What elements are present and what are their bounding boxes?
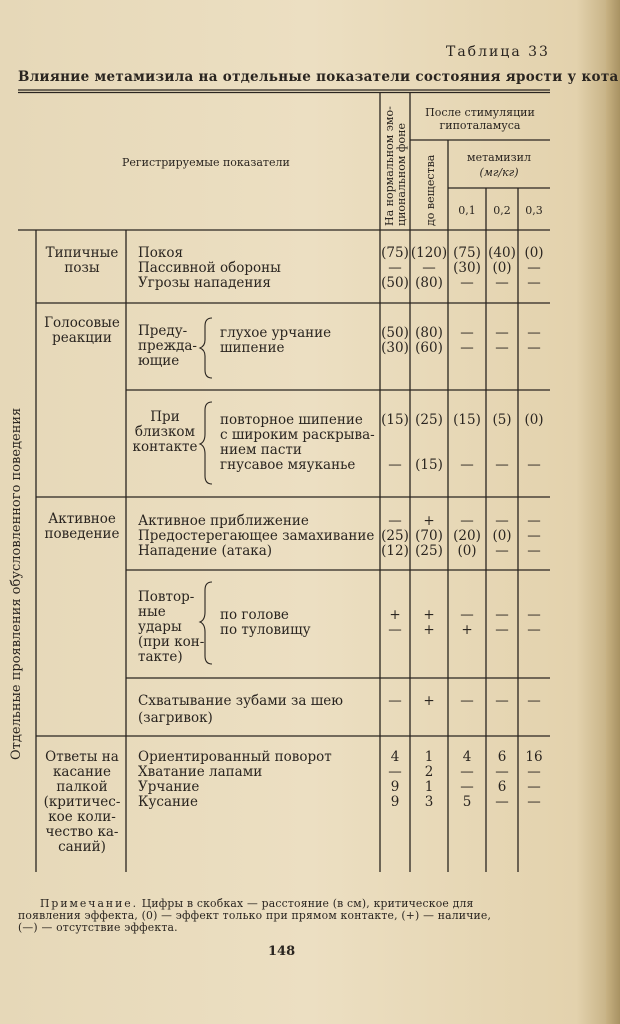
- header-dose-2: 0,2: [493, 204, 511, 217]
- g2a-col-dose2: — —: [495, 325, 509, 356]
- g2b-col-before: (25) (15): [415, 412, 443, 473]
- g1-col-dose3: (0) — —: [524, 245, 544, 291]
- header-before-substance: до вещества: [424, 154, 437, 226]
- g2a-col-dose1: — —: [460, 325, 474, 356]
- header-dose-1: 0,1: [458, 204, 476, 217]
- g1-col-dose2: (40) (0) —: [488, 245, 516, 291]
- g3s-col-before: + +: [423, 607, 435, 638]
- vocal-warning-items: глухое урчание шипение: [220, 325, 332, 356]
- g3s-col-dose3: — —: [527, 607, 541, 638]
- grab-col-normal: —: [388, 693, 402, 709]
- header-dose-3: 0,3: [525, 204, 543, 217]
- g3-col-before: + (70) (25): [415, 513, 443, 559]
- footnote-text-1: Цифры в скобках — расстояние (в см), критическое для: [138, 897, 474, 910]
- g2b-col-normal: (15) —: [381, 412, 409, 473]
- vocal-close-contact-label: При близком контакте: [132, 409, 198, 455]
- brace-1: [200, 318, 212, 378]
- g2a-col-before: (80) (60): [415, 325, 443, 356]
- header-normal-background: На нормальном эмо- циональном фоне: [383, 106, 408, 226]
- g3s-col-normal: + —: [388, 607, 402, 638]
- table-title: Влияние метамизила на отдельные показатели состояния ярости у кота: [18, 69, 619, 85]
- group-active-behavior: Активное поведение: [44, 511, 120, 542]
- g1-col-dose1: (75) (30) —: [453, 245, 481, 291]
- g4-col-normal: 4 — 9 9: [388, 749, 402, 810]
- footnote-label: Примечание.: [40, 897, 139, 910]
- typical-poses-items: Покоя Пассивной обороны Угрозы нападения: [138, 245, 281, 291]
- vocal-warning-label: Преду- прежда- ющие: [138, 323, 197, 369]
- g1-col-normal: (75) — (50): [381, 245, 409, 291]
- g1-col-before: (120) — (80): [410, 245, 448, 291]
- grab-col-dose1: —: [460, 693, 474, 709]
- group-touch-responses: Ответы на касание палкой (критичес- кое коли- чество ка- саний): [43, 749, 121, 855]
- group-vocal-reactions: Голосовые реакции: [44, 315, 120, 346]
- grab-by-neck-item: Схватывание зубами за шею (загривок): [138, 693, 343, 726]
- header-units: (мг/кг): [479, 166, 519, 179]
- g3-col-dose2: — (0) —: [492, 513, 512, 559]
- table-caption: Таблица 33: [446, 44, 550, 60]
- touch-responses-items: Ориентированный поворот Хватание лапами Урчание Кусание: [138, 749, 332, 810]
- g4-col-before: 1 2 1 3: [424, 749, 434, 810]
- g2a-col-dose3: — —: [527, 325, 541, 356]
- g4-col-dose3: 16 — — —: [525, 749, 543, 810]
- active-behavior-items: Активное приближение Предостерегающее замахивание Нападение (атака): [138, 513, 375, 559]
- g3-col-dose3: — — —: [527, 513, 541, 559]
- g3-col-normal: — (25) (12): [381, 513, 409, 559]
- header-indicators: Регистрируемые показатели: [122, 156, 290, 169]
- g4-col-dose2: 6 — 6 —: [495, 749, 509, 810]
- repeated-strikes-items: по голове по туловищу: [220, 607, 311, 638]
- grab-col-before: +: [423, 693, 435, 709]
- g2b-col-dose3: (0) —: [524, 412, 544, 473]
- side-label: Отдельные проявления обусловленного поведения: [9, 407, 24, 760]
- header-after-stimulation: После стимуляции гипоталамуса: [425, 106, 535, 132]
- g3-col-dose1: — (20) (0): [453, 513, 481, 559]
- group-typical-poses: Типичные позы: [45, 245, 119, 276]
- repeated-strikes-label: Повтор- ные удары (при кон- такте): [138, 589, 205, 665]
- grab-col-dose3: —: [527, 693, 541, 709]
- vocal-close-contact-items: повторное шипение с широким раскрыва- нием пасти гнусавое мяуканье: [220, 412, 375, 473]
- g3s-col-dose2: — —: [495, 607, 509, 638]
- g2b-col-dose1: (15) —: [453, 412, 481, 473]
- grab-col-dose2: —: [495, 693, 509, 709]
- g2a-col-normal: (50) (30): [381, 325, 409, 356]
- g3s-col-dose1: — +: [460, 607, 474, 638]
- page-number: 148: [268, 944, 296, 959]
- footnote-line-3: (—) — отсутствие эффекта.: [18, 921, 178, 934]
- g4-col-dose1: 4 — — 5: [460, 749, 474, 810]
- footnote-line-2: появления эффекта, (0) — эффект только при прямом контакте, (+) — наличие,: [18, 909, 492, 922]
- g2b-col-dose2: (5) —: [492, 412, 512, 473]
- header-metamizil: метамизил: [467, 151, 531, 164]
